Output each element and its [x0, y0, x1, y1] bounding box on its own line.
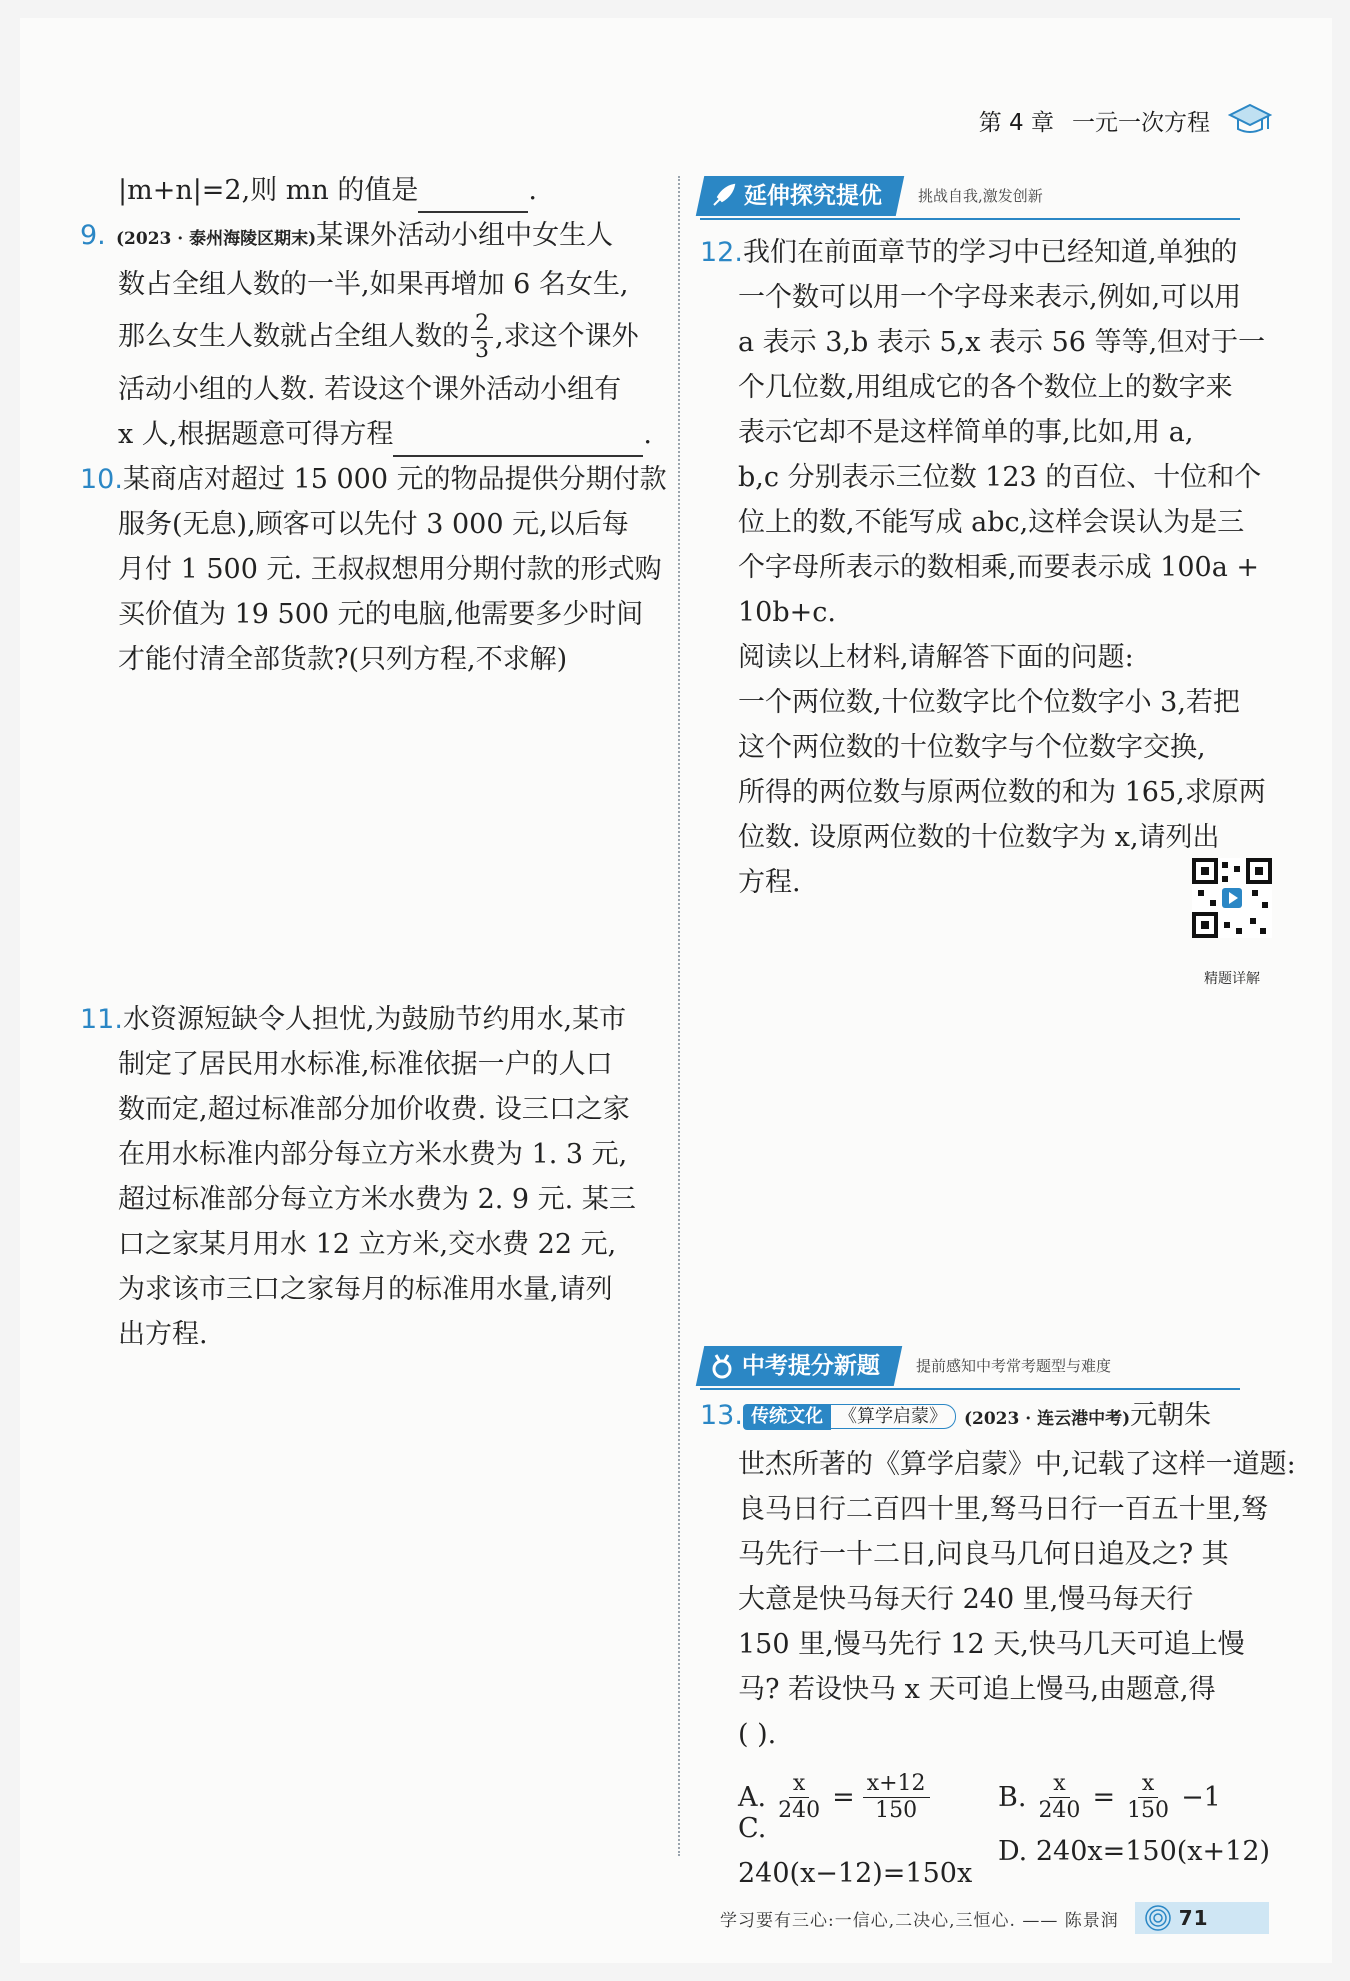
answer-options [700, 1767, 1300, 1889]
qr-code-icon[interactable] [1192, 858, 1272, 938]
question-number: 12. [700, 237, 743, 268]
section-subtitle: 提前感知中考常考题型与难度 [916, 1356, 1112, 1375]
fraction-two-thirds: $\frac{2}{3}$ [471, 311, 493, 364]
answer-blank[interactable] [418, 181, 528, 213]
question-source: (2023 · 泰州海陵区期末) [116, 229, 317, 249]
textbook-page [20, 18, 1332, 1963]
section-subtitle: 挑战自我,激发创新 [918, 186, 1043, 205]
option-b[interactable]: B. $\frac{x}{240}$ = $\frac{x}{150}$ −1 [998, 1770, 1221, 1823]
chapter-title: 一元一次方程 [1072, 109, 1210, 136]
option-a[interactable]: A. $\frac{x}{240}$ = $\frac{x+12}{150}$ [738, 1771, 998, 1824]
question-8-tail: |m+n|=2,则 mn 的值是 . [80, 168, 670, 213]
option-d[interactable]: D. 240x=150(x+12) [998, 1835, 1271, 1867]
section-banner-extension [700, 174, 1240, 220]
answer-blank[interactable] [393, 425, 643, 457]
column-divider [678, 176, 680, 1856]
section-title: 延伸探究提优 [744, 182, 882, 209]
question-11: 11.水资源短缺令人担忧,为鼓励节约用水,某市 制定了居民用水标准,标准依据一户的人口 数而定,超过标准部分加价收费. 设三口之家 在用水标准内部分每立方米水费为 1. 3 元, 超过标准部分每立方米水费为 2. 9 元. 某三 口之家某月用水 12 立方米,交水费 22 元, 为求该市三口之家每月的标准用水量,请列 出方程. [80, 997, 670, 1357]
section-banner-exam [700, 1344, 1240, 1390]
chapter-number: 第 4 章 [978, 109, 1054, 136]
culture-tag: 传统文化 [743, 1404, 831, 1430]
question-source: (2023 · 连云港中考) [963, 1409, 1131, 1429]
rocket-icon [710, 183, 736, 209]
right-column [700, 168, 1296, 1889]
page-header [979, 98, 1272, 142]
qr-label: 精题详解 [1204, 971, 1260, 987]
qr-code-block[interactable] [1192, 858, 1272, 1002]
question-number: 13. [700, 1400, 743, 1431]
book-tag: 《算学启蒙》 [831, 1404, 956, 1429]
question-number: 9. [80, 220, 106, 251]
question-number: 11. [80, 1004, 123, 1035]
question-9: 9. (2023 · 泰州海陵区期末)某课外活动小组中女生人 数占全组人数的一半,如果再增加 6 名女生, 那么女生人数就占全组人数的 $\frac{2}{3}$ ,求这个课外 活动小组的人数. 若设这个课外活动小组有 x 人,根据题意可得方程 . [80, 213, 670, 457]
page-number-badge [1135, 1902, 1269, 1934]
medal-icon [710, 1353, 734, 1379]
question-number: 10. [80, 464, 123, 495]
question-10: 10.某商店对超过 15 000 元的物品提供分期付款 服务(无息),顾客可以先付 3 000 元,以后每 月付 1 500 元. 王叔叔想用分期付款的形式购 买价值为 19 500 元的电脑,他需要多少时间 才能付清全部货款?(只列方程,不求解) [80, 457, 670, 682]
question-13: 13. 传统文化 《算学启蒙》 (2023 · 连云港中考)元朝朱 世杰所著的《算学启蒙》中,记载了这样一道题: 良马日行二百四十里,驽马日行一百五十里,驽 马先行一十二日,问良马几何日追及之? 其 大意是快马每天行 240 里,慢马每天行 150 里,慢马先行 12 天,快马几天可追上慢 马? 若设快马 x 天可追上慢马,由题意,得 ( ). A. $\frac{x}{240}$ = $\frac{x+12}{150}$ B. $\frac{x}{240}$ = $\frac{x}{150}$ −1 C. 240(x−12)=150x D. 240x=150(x+12) [700, 1393, 1300, 1875]
page-number: 71 [1178, 1906, 1209, 1930]
option-c[interactable]: C. 240(x−12)=150x [738, 1813, 973, 1889]
left-column [80, 168, 670, 1357]
question-12: 12.我们在前面章节的学习中已经知道,单独的 一个数可以用一个字母来表示,例如,可以用 a 表示 3,b 表示 5,x 表示 56 等等,但对于一 个几位数,用组成它的各个数位上的数字来 表示它却不是这样简单的事,比如,用 a, b,c 分别表示三位数 123 的百位、十位和个 位上的数,不能写成 abc,这样会误认为是三 个字母所表示的数相乘,而要表示成 100a + 10b+c. 阅读以上材料,请解答下面的问题: 一个两位数,十位数字比个位数字小 3,若把 这个两位数的十位数字与个位数字交换, 所得的两位数与原两位数的和为 165,求原两 位数. 设原两位数的十位数字为 x,请列出 方程. [700, 230, 1280, 905]
section-title: 中考提分新题 [742, 1352, 880, 1379]
spiral-ring-icon [1143, 1903, 1173, 1933]
footer-quote: 学习要有三心:一信心,二决心,三恒心. —— 陈景润 [720, 1910, 1119, 1931]
graduation-cap-icon [1228, 103, 1272, 137]
page-footer [720, 1898, 1340, 1938]
